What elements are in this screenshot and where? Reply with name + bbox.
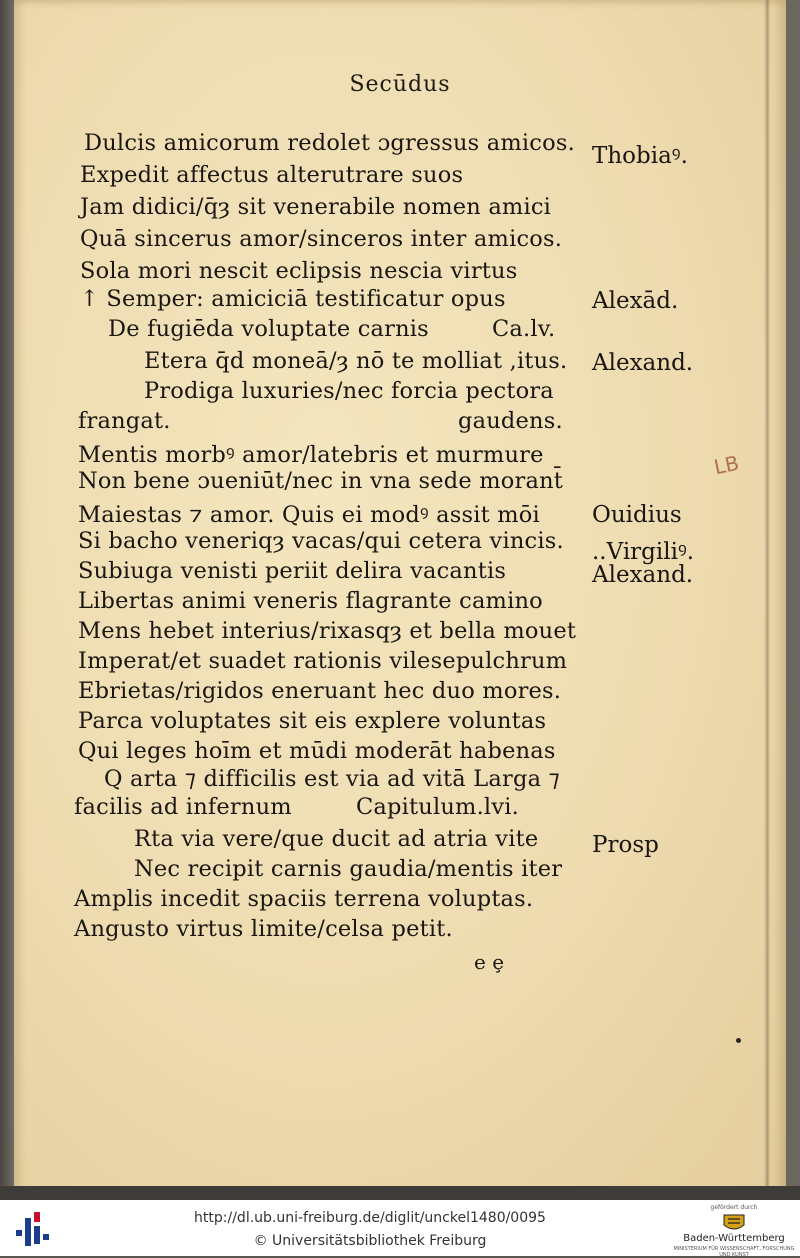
book-page: [14, 0, 786, 1198]
margin-note: ..Virgiliꝰ.: [592, 539, 695, 565]
footer-bar: [0, 1200, 800, 1256]
text-line: Mens hebet interius/rixasqȝ et bella mouet: [78, 618, 577, 644]
text-line: Si bacho veneriqȝ vacas/qui cetera vincis.: [78, 528, 564, 554]
text-line: Rta via vere/que ducit ad atria vite: [134, 826, 539, 852]
text-line: gaudens.: [458, 408, 563, 434]
copyright-text: © Universitätsbibliothek Freiburg: [253, 1233, 487, 1249]
text-line: Dulcis amicorum redolet ɔgressus amicos.: [84, 130, 575, 156]
text-line: Angusto virtus limite/celsa petit.: [74, 916, 453, 942]
sponsor-logo: [672, 1204, 796, 1258]
text-line: Etera q̄d moneā/ȝ nō te molliat ,itus.: [144, 348, 568, 374]
coat-of-arms-icon: [722, 1213, 746, 1233]
sponsor-subtitle: MINISTERIUM FÜR WISSENSCHAFT, FORSCHUNG UND KUNST: [673, 1246, 795, 1258]
chapter-heading: Q arta ⁊ difficilis est via ad vitā Larga ⁊: [104, 766, 560, 792]
margin-note: Thobiaꝰ.: [592, 143, 688, 169]
chapter-heading: facilis ad infernum: [74, 794, 292, 820]
text-line: Prodiga luxuries/nec forcia pectora: [144, 378, 554, 404]
text-line: Qui leges hoīm et mūdi moderāt habenas: [78, 738, 556, 764]
text-line: Libertas animi veneris flagrante camino: [78, 588, 543, 614]
margin-note: Alexād.: [592, 288, 679, 314]
text-line: ↑ Semper: amiciciā testificatur opus: [80, 286, 506, 312]
page-header: Secūdus: [349, 72, 451, 97]
handwritten-annotation: LB: [711, 450, 742, 480]
text-line: Maiestas ⁊ amor. Quis ei modꝰ assit mōi: [78, 502, 540, 528]
margin-note: Alexand.: [592, 350, 694, 376]
text-line: Nec recipit carnis gaudia/mentis iter: [134, 856, 563, 882]
sponsor-top-text: gefördert durch: [710, 1204, 758, 1211]
text-line: Jam didici/q̄ȝ sit venerabile nomen amici: [80, 194, 552, 220]
text-line: frangat.: [78, 408, 171, 434]
text-line: Ebrietas/rigidos eneruant hec duo mores.: [78, 678, 562, 704]
chapter-heading: De fugiēda voluptate carnis: [108, 316, 429, 342]
chapter-number: Ca.lv.: [492, 316, 556, 342]
document-url-link[interactable]: http://dl.ub.uni-freiburg.de/diglit/unckel1480/0095: [194, 1210, 546, 1226]
text-line: Non bene ɔueniūt/nec in vna sede morant̄: [78, 468, 564, 494]
scan-bottom-edge: [0, 1186, 800, 1200]
sponsor-name: Baden-Württemberg: [683, 1233, 785, 1244]
text-line: Amplis incedit spaciis terrena voluptas.: [74, 886, 534, 912]
text-line: Mentis morbꝰ amor/latebris et murmure: [78, 442, 544, 468]
page-edge-shadow: [764, 0, 770, 1198]
margin-note: Alexand.: [592, 562, 694, 588]
text-line: Subiuga venisti periit delira vacantis: [78, 558, 507, 584]
text-line: Expedit affectus alterutrare suos: [80, 162, 464, 188]
margin-note: Prosp: [592, 832, 659, 858]
text-line: Quā sincerus amor/sinceros inter amicos.: [80, 226, 563, 252]
signature-mark: e ȩ: [474, 950, 505, 974]
text-line: Parca voluptates sit eis explere voluntas: [78, 708, 547, 734]
margin-note: Ouidius: [592, 502, 682, 528]
text-line: Imperat/et suadet rationis vilesepulchrum: [78, 648, 568, 674]
chapter-number: Capitulum.lvi.: [356, 794, 519, 820]
ink-dot: [736, 1038, 741, 1043]
text-line: Sola mori nescit eclipsis nescia virtus: [80, 258, 518, 284]
